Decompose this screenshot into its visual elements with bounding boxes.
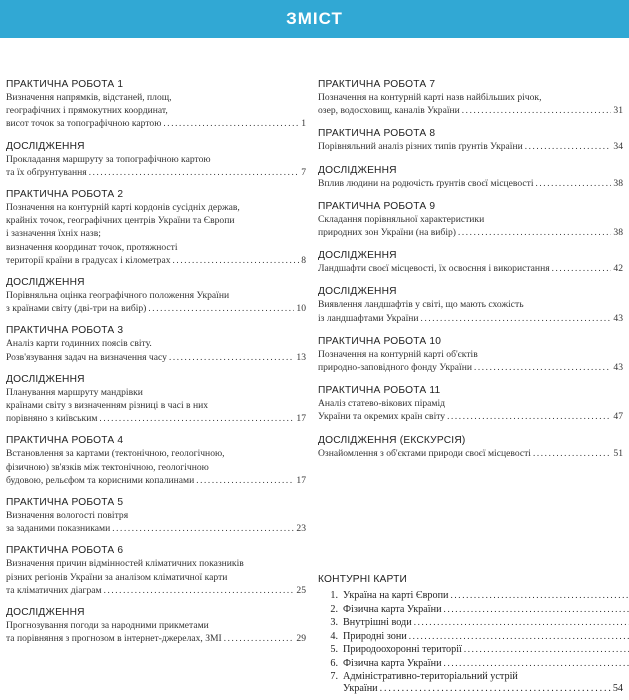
section-text: географічних і прямокутних координат,: [6, 105, 168, 117]
section-text: визначення координат точок, протяжності: [6, 241, 178, 253]
toc-entry-line[interactable]: [318, 140, 623, 153]
section-text-line: [6, 337, 306, 350]
section-heading: ДОСЛІДЖЕННЯ: [318, 286, 397, 298]
contour-map-item[interactable]: [318, 589, 623, 603]
section-text: і зазначення їхніх назв;: [6, 228, 101, 240]
section-text-line: [318, 298, 623, 311]
contour-map-entry: [343, 671, 623, 684]
section-text: Ознайомлення з об'єктами природи своєї місцевості: [318, 447, 531, 459]
page-number: 23: [296, 523, 306, 535]
section-text-line: [6, 104, 306, 117]
contour-map-item[interactable]: [318, 643, 623, 657]
section-heading: ПРАКТИЧНА РОБОТА 8: [318, 128, 436, 140]
toc-section[interactable]: [318, 127, 623, 153]
section-heading: ПРАКТИЧНА РОБОТА 5: [6, 497, 124, 509]
section-text: порівняно з київським: [6, 413, 98, 425]
dot-leader: [89, 166, 300, 179]
contour-map-label: Природоохоронні території: [343, 644, 462, 656]
dot-leader: [173, 254, 300, 267]
toc-entry-line[interactable]: [318, 361, 623, 374]
contour-map-number: 2.: [330, 603, 338, 615]
contour-maps-heading: КОНТУРНІ КАРТИ: [318, 574, 408, 585]
toc-entry-line[interactable]: [318, 447, 623, 460]
section-text: Встановлення за картами (тектонічною, геологічною,: [6, 448, 225, 460]
contour-map-label: України: [343, 683, 378, 695]
section-text: різних регіонів України за аналізом кліматичної карти: [6, 571, 228, 583]
toc-entry-line[interactable]: [6, 412, 306, 425]
section-text-line: [318, 348, 623, 361]
dot-leader: [414, 616, 629, 629]
section-text: Розв'язування задач на визначення часу: [6, 351, 167, 363]
section-heading: ПРАКТИЧНА РОБОТА 3: [6, 325, 124, 337]
contour-map-label: Адміністративно-територіальний устрій: [343, 670, 518, 682]
toc-section[interactable]: [6, 324, 306, 363]
section-heading: ПРАКТИЧНА РОБОТА 1: [6, 79, 124, 90]
section-heading: ДОСЛІДЖЕННЯ: [318, 250, 397, 262]
toc-entry-line[interactable]: [6, 351, 306, 364]
section-heading: ДОСЛІДЖЕННЯ: [6, 140, 85, 152]
section-text: Позначення на контурній карті об'єктів: [318, 348, 478, 360]
dot-leader: [104, 584, 295, 597]
page-title: ЗМІСТ: [286, 9, 343, 28]
title-banner: [0, 0, 629, 38]
toc-entry-line[interactable]: [6, 166, 306, 179]
toc-section[interactable]: [6, 373, 306, 426]
section-text: Позначення на контурній карті кордонів сусідніх держав,: [6, 202, 240, 214]
section-text-line: [6, 399, 306, 412]
section-text: Ландшафти своєї місцевості, їх освоєння і використання: [318, 263, 550, 275]
toc-section[interactable]: [318, 384, 623, 423]
section-text: Прогнозування погоди за народними прикметами: [6, 620, 209, 632]
dot-leader: [451, 589, 629, 602]
section-text-line: [6, 241, 306, 254]
contour-map-label: Фізична карта України: [343, 657, 442, 669]
dot-leader: [533, 447, 611, 460]
page-number: 34: [613, 141, 623, 153]
toc-section[interactable]: [318, 200, 623, 239]
contour-map-entry: [343, 603, 629, 617]
toc-section[interactable]: [318, 434, 623, 460]
toc-entry-line[interactable]: [6, 522, 306, 535]
contour-map-entry: [343, 616, 629, 630]
toc-entry-line[interactable]: [318, 312, 623, 325]
toc-section[interactable]: [6, 434, 306, 487]
section-text-line: [6, 91, 306, 104]
dot-leader: [380, 683, 611, 696]
page-number: 47: [613, 411, 623, 423]
dot-leader: [447, 410, 611, 423]
toc-entry-line[interactable]: [6, 302, 306, 315]
page-number: 51: [613, 447, 623, 459]
contour-map-item[interactable]: [318, 657, 623, 671]
dot-leader: [196, 474, 294, 487]
page-number: 42: [613, 263, 623, 275]
section-text: Позначення на контурній карті назв найбільших річок,: [318, 92, 542, 103]
section-text-line: [6, 447, 306, 460]
section-heading: ПРАКТИЧНА РОБОТА 10: [318, 335, 442, 347]
section-text-line: [6, 214, 306, 227]
section-text: Визначення причин відмінностей кліматичних показників: [6, 558, 244, 570]
contour-map-item[interactable]: [318, 616, 623, 630]
toc-section[interactable]: [6, 544, 306, 597]
section-text: Визначення напрямків, відстаней, площ,: [6, 92, 172, 103]
section-text: фізичною) зв'язків між тектонічною, геологічною: [6, 461, 209, 473]
section-text-line: [6, 289, 306, 302]
section-text: та порівняння з прогнозом в інтернет-джерелах, ЗМІ: [6, 633, 222, 645]
toc-entry-line[interactable]: [318, 226, 623, 239]
toc-section[interactable]: [6, 140, 306, 179]
toc-section[interactable]: [6, 276, 306, 315]
toc-section[interactable]: [6, 606, 306, 645]
page-number: 43: [613, 312, 623, 324]
contour-map-label: Природні зони: [343, 630, 407, 642]
toc-left-column: [6, 78, 306, 654]
toc-entry-line[interactable]: [6, 474, 306, 487]
page-number: 10: [296, 303, 306, 315]
section-text: природних зон України (на вибір): [318, 227, 456, 239]
contour-map-label: Україна на карті Європи: [343, 590, 449, 601]
page-number: 25: [296, 584, 306, 596]
dot-leader: [525, 140, 612, 153]
contour-map-item[interactable]: [318, 630, 623, 644]
dot-leader: [464, 643, 629, 656]
contour-maps-list: [318, 589, 623, 683]
contour-map-item[interactable]: [318, 603, 623, 617]
section-text-line: [318, 397, 623, 410]
page-number: 54: [612, 683, 623, 695]
section-text: України та окремих країн світу: [318, 411, 446, 423]
section-heading: ДОСЛІДЖЕННЯ: [6, 277, 85, 289]
page-number: 13: [296, 351, 306, 363]
page-number: 38: [613, 177, 623, 189]
section-text-line: [6, 619, 306, 632]
section-text-line: [6, 201, 306, 214]
section-text: Визначення вологості повітря: [6, 510, 129, 522]
dot-leader: [409, 630, 629, 643]
section-text: та кліматичних діаграм: [6, 584, 102, 596]
dot-leader: [169, 351, 294, 364]
contour-map-entry: [343, 589, 629, 603]
contour-map-number: 3.: [330, 617, 338, 629]
toc-section[interactable]: [318, 285, 623, 324]
section-heading: ДОСЛІДЖЕННЯ: [318, 164, 397, 176]
section-text-line: [6, 153, 306, 166]
toc-entry-line[interactable]: [6, 632, 306, 645]
page-number: 8: [301, 254, 306, 266]
toc-section[interactable]: [6, 188, 306, 267]
contour-map-number: 1.: [330, 590, 338, 601]
section-text: Складання порівняльної характеристики: [318, 213, 485, 225]
section-text: Аналіз карти годинних поясів світу.: [6, 338, 152, 350]
page-number: 1: [301, 118, 306, 130]
page-number: 29: [296, 633, 306, 645]
dot-leader: [421, 312, 612, 325]
toc-entry-line[interactable]: [318, 177, 623, 190]
section-text: Порівняльний аналіз різних типів ґрунтів України: [318, 141, 523, 153]
section-text: висот точок за топографічною картою: [6, 118, 162, 130]
section-text-line: [6, 227, 306, 240]
dot-leader: [474, 361, 611, 374]
contour-map-entry: [343, 630, 629, 644]
contour-map-label: Внутрішні води: [343, 617, 412, 629]
section-heading: ДОСЛІДЖЕННЯ: [6, 607, 85, 619]
toc-entry-line[interactable]: [318, 104, 623, 117]
contour-map-number: 7.: [330, 670, 338, 682]
section-text-line: [6, 571, 306, 584]
page-number: 31: [613, 105, 623, 117]
section-text-line: [6, 557, 306, 570]
section-text: за заданими показниками: [6, 523, 111, 535]
dot-leader: [458, 226, 611, 239]
dot-leader: [148, 302, 294, 315]
section-heading: ПРАКТИЧНА РОБОТА 4: [6, 435, 124, 447]
section-heading: ПРАКТИЧНА РОБОТА 2: [6, 189, 124, 201]
section-heading: ПРАКТИЧНА РОБОТА 6: [6, 545, 124, 557]
section-text: будовою, рельєфом та корисними копалинами: [6, 474, 195, 486]
dot-leader: [99, 412, 294, 425]
toc-section[interactable]: [318, 249, 623, 275]
toc-entry-line[interactable]: [318, 262, 623, 275]
toc-entry-line[interactable]: [318, 410, 623, 423]
toc-entry-line[interactable]: [6, 117, 306, 130]
toc-right-column: [318, 78, 623, 470]
section-text-line: [318, 91, 623, 104]
section-text: крайніх точок, географічних центрів України та Європи: [6, 215, 235, 227]
section-heading: ПРАКТИЧНА РОБОТА 9: [318, 200, 436, 212]
toc-entry-line[interactable]: [6, 584, 306, 597]
section-text-line: [6, 386, 306, 399]
contour-map-number: 6.: [330, 657, 338, 669]
contour-map-item[interactable]: [318, 671, 623, 684]
section-text: Планування маршруту мандрівки: [6, 386, 143, 398]
section-text: Виявлення ландшафтів у світі, що мають схожість: [318, 299, 524, 311]
page-number: 17: [296, 474, 306, 486]
toc-section[interactable]: [6, 78, 306, 131]
section-text-line: [6, 509, 306, 522]
page-number: 17: [296, 413, 306, 425]
section-text: та їх обґрунтування: [6, 166, 87, 178]
section-text: озер, водосховищ, каналів України: [318, 105, 460, 117]
dot-leader: [552, 262, 612, 275]
section-text: з країнами світу (дві-три на вибір): [6, 303, 147, 315]
contour-map-entry: [343, 643, 629, 657]
section-text: Вплив людини на родючість ґрунтів своєї місцевості: [318, 177, 534, 189]
section-text-line: [318, 213, 623, 226]
toc-entry-line[interactable]: [6, 254, 306, 267]
contour-map-number: 4.: [330, 630, 338, 642]
section-text: Прокладання маршруту за топографічною картою: [6, 153, 211, 165]
section-text: Аналіз статево-вікових пірамід: [318, 398, 446, 410]
dot-leader: [224, 632, 295, 645]
toc-section[interactable]: [318, 164, 623, 190]
page-number: 43: [613, 362, 623, 374]
section-text: країнами світу з визначенням різниці в часі в них: [6, 400, 209, 412]
toc-section[interactable]: [318, 335, 623, 374]
toc-section[interactable]: [6, 496, 306, 535]
contour-map-label: Фізична карта України: [343, 603, 442, 615]
dot-leader: [112, 522, 294, 535]
contour-maps-section: [318, 573, 623, 696]
contour-maps-continuation[interactable]: [318, 683, 623, 696]
section-heading: ДОСЛІДЖЕННЯ: [6, 373, 85, 385]
page-number: 7: [301, 166, 306, 178]
section-text: території країни в градусах і кілометрах: [6, 254, 171, 266]
dot-leader: [444, 603, 629, 616]
dot-leader: [462, 104, 612, 117]
dot-leader: [536, 177, 612, 190]
dot-leader: [163, 117, 299, 130]
contour-map-entry: [343, 657, 629, 671]
section-text: природно-заповідного фонду України: [318, 362, 472, 374]
contour-map-number: 5.: [330, 644, 338, 656]
section-text: із ландшафтами України: [318, 312, 419, 324]
page-number: 38: [613, 227, 623, 239]
section-text: Порівняльна оцінка географічного положення України: [6, 290, 230, 302]
section-heading: ПРАКТИЧНА РОБОТА 7: [318, 79, 436, 90]
section-heading: ДОСЛІДЖЕННЯ (ЕКСКУРСІЯ): [318, 434, 466, 446]
section-text-line: [6, 461, 306, 474]
toc-section[interactable]: [318, 78, 623, 117]
section-heading: ПРАКТИЧНА РОБОТА 11: [318, 385, 441, 397]
dot-leader: [444, 657, 629, 670]
